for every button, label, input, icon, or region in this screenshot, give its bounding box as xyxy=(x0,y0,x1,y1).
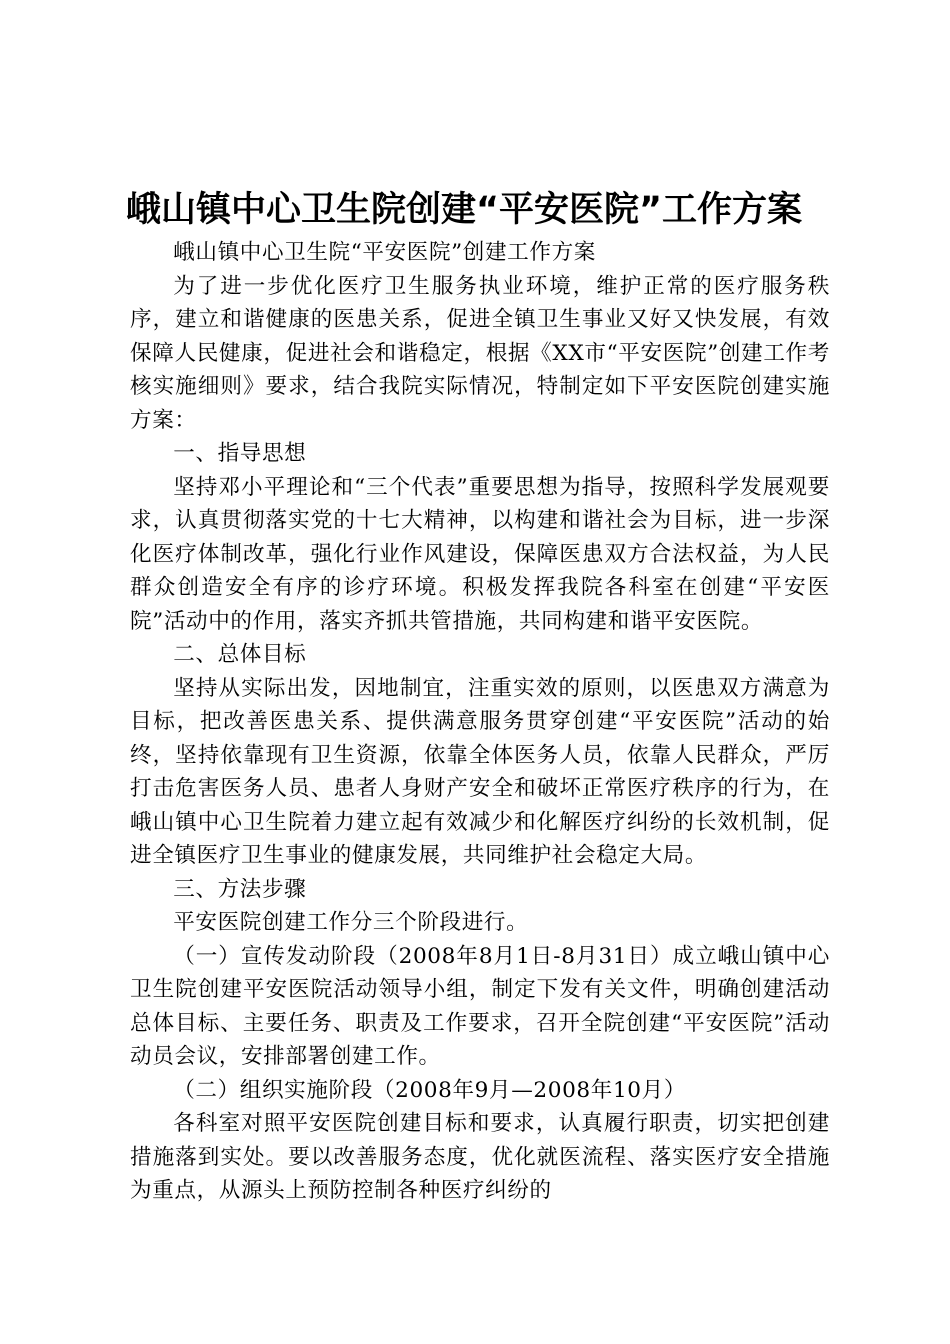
document-page xyxy=(126,184,830,1208)
section-heading-method-steps: 三、方法步骤 xyxy=(173,876,307,902)
paragraph-stage-two: 各科室对照平安医院创建目标和要求，认真履行职责，切实把创建措施落到实处。要以改善服务态度，优化就医流程、落实医疗安全措施为重点，从源头上预防控制各种医疗纠纷的 xyxy=(130,1111,830,1203)
paragraph-overall-goal: 坚持从实际出发，因地制宜，注重实效的原则，以医患双方满意为目标，把改善医患关系、提供满意服务贯穿创建“平安医院”活动的始终，坚持依靠现有卫生资源，依靠全体医务人员，依靠人民群众，严厉打击危害医务人员、患者人身财产安全和破坏正常医疗秩序的行为，在峨山镇中心卫生院着力建立起有效减少和化解医疗纠纷的长效机制，促进全镇医疗卫生事业的健康发展，共同维护社会稳定大局。 xyxy=(130,675,830,868)
document-title: 峨山镇中心卫生院创建“平安医院”工作方案 xyxy=(126,190,803,230)
paragraph-stage-two-heading: （二）组织实施阶段（2008年9月—2008年10月） xyxy=(173,1077,687,1103)
paragraph-guiding-thought: 坚持邓小平理论和“三个代表”重要思想为指导，按照科学发展观要求，认真贯彻落实党的十七大精神，以构建和谐社会为目标，进一步深化医疗体制改革，强化行业作风建设，保障医患双方合法权益，为人民群众创造安全有序的诊疗环境。积极发挥我院各科室在创建“平安医院”活动中的作用，落实齐抓共管措施，共同构建和谐平安医院。 xyxy=(130,474,830,634)
paragraph-intro: 为了进一步优化医疗卫生服务执业环境，维护正常的医疗服务秩序，建立和谐健康的医患关系，促进全镇卫生事业又好又快发展，有效保障人民健康，促进社会和谐稳定，根据《XX市“平安医院”创建工作考核实施细则》要求，结合我院实际情况，特制定如下平安医院创建实施方案： xyxy=(130,273,830,433)
paragraph-three-stages: 平安医院创建工作分三个阶段进行。 xyxy=(173,910,529,935)
section-heading-guiding-thought: 一、指导思想 xyxy=(173,441,307,466)
paragraph-subtitle: 峨山镇中心卫生院“平安医院”创建工作方案 xyxy=(173,240,596,265)
section-heading-overall-goal: 二、总体目标 xyxy=(173,642,307,667)
paragraph-stage-one: （一）宣传发动阶段（2008年8月1日-8月31日）成立峨山镇中心卫生院创建平安医院活动领导小组，制定下发有关文件，明确创建活动总体目标、主要任务、职责及工作要求，召开全院创建“平安医院”活动动员会议，安排部署创建工作。 xyxy=(130,943,830,1069)
